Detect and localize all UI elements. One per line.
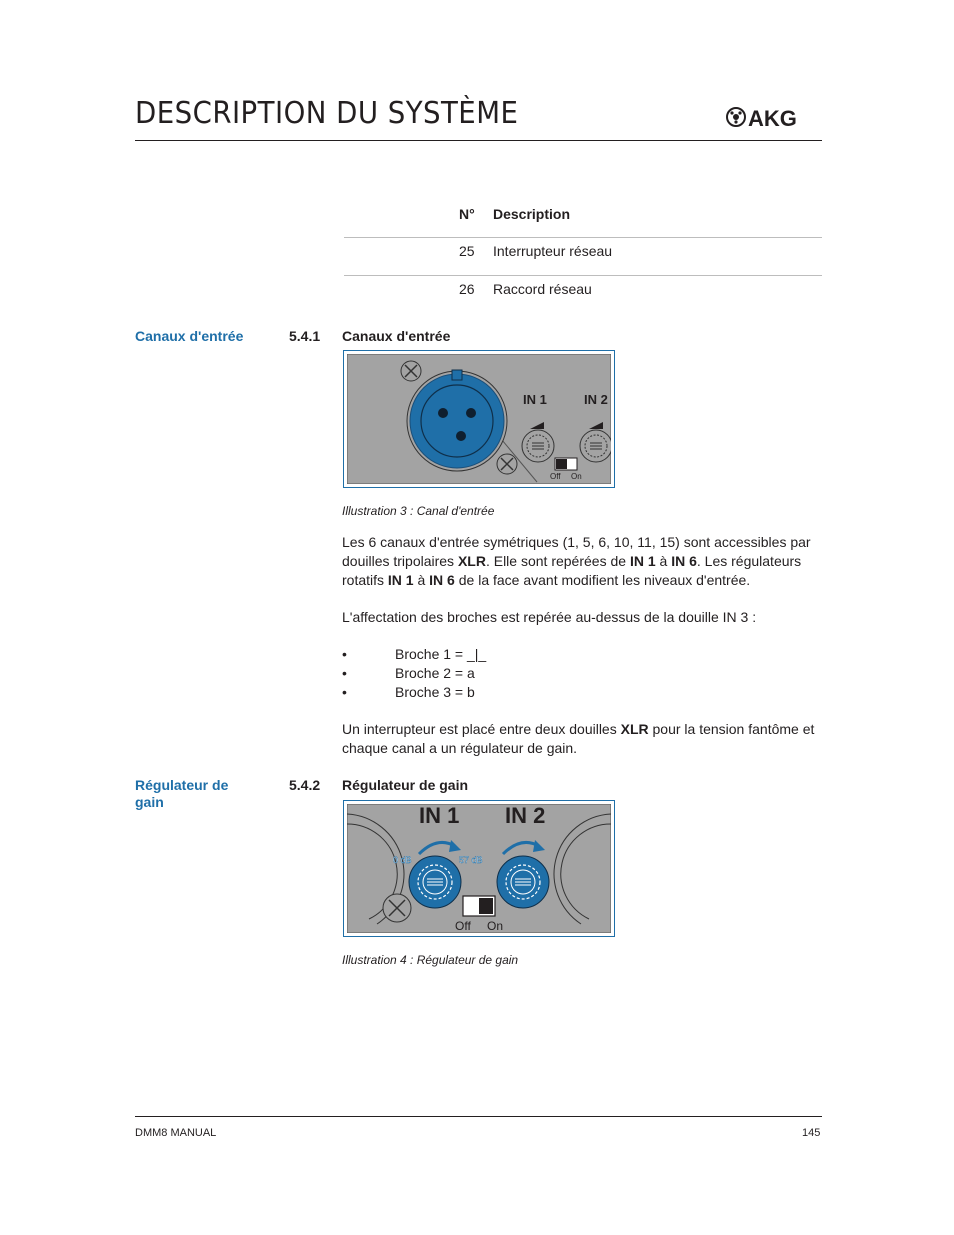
phantom-switch-icon <box>463 896 495 916</box>
list-item: Broche 1 = _|_ <box>395 646 487 662</box>
svg-text:IN 2: IN 2 <box>584 392 608 407</box>
table-row-num: 26 <box>459 281 475 297</box>
table-divider <box>344 275 822 276</box>
bullet-marker: • <box>342 684 347 700</box>
phantom-switch-icon <box>555 458 577 470</box>
gain-knob-icon <box>497 856 549 908</box>
table-row-desc: Raccord réseau <box>493 281 592 297</box>
figure-input-channel <box>343 350 615 488</box>
table-row-num: 25 <box>459 243 475 259</box>
list-item: Broche 2 = a <box>395 665 475 681</box>
figure-caption: Illustration 4 : Régulateur de gain <box>342 953 519 967</box>
svg-text:IN 2: IN 2 <box>505 804 546 828</box>
gain-knob-icon <box>580 430 611 462</box>
gain-knob-icon <box>409 856 461 908</box>
svg-text:IN 1: IN 1 <box>523 392 547 407</box>
side-heading-canaux: Canaux d'entrée <box>135 328 244 344</box>
svg-text:Off: Off <box>455 919 471 933</box>
svg-text:0 dB: 0 dB <box>393 855 412 865</box>
figure-caption: Illustration 3 : Canal d'entrée <box>342 504 495 518</box>
side-heading-gain: Régulateur de gain <box>135 777 229 810</box>
page-number: 145 <box>802 1127 821 1139</box>
table-header-description: Description <box>493 206 571 222</box>
svg-text:IN 1: IN 1 <box>419 804 460 828</box>
section-number: 5.4.1 <box>289 328 321 344</box>
xlr-socket-icon <box>407 370 507 471</box>
section-number: 5.4.2 <box>289 777 321 793</box>
section-title: Canaux d'entrée <box>342 328 451 344</box>
screw-icon <box>401 361 421 381</box>
list-item: Broche 3 = b <box>395 684 475 700</box>
table-row-desc: Interrupteur réseau <box>493 243 613 259</box>
svg-text:57 dB: 57 dB <box>459 855 483 865</box>
figure-gain-control <box>343 800 615 937</box>
section-title: Régulateur de gain <box>342 777 469 793</box>
svg-text:AKG: AKG <box>748 106 797 130</box>
footer-rule <box>135 1116 822 1117</box>
paragraph-channels: Les 6 canaux d'entrée symétriques (1, 5, 6, 10, 11, 15) sont accessibles par douilles tripolaires XLR. Elle sont repérées de IN 1 à IN 6. Les régulateurs rotatifs IN 1 à IN 6 de la face avant modifient les niveaux d'entrée. <box>342 534 811 588</box>
page-title: DESCRIPTION DU SYSTÈME <box>135 96 519 131</box>
akg-logo <box>726 106 824 130</box>
footer-manual-name: DMM8 MANUAL <box>135 1127 217 1139</box>
screw-icon <box>383 894 411 922</box>
screw-icon <box>497 454 517 474</box>
table-header-num: N° <box>459 206 475 222</box>
paragraph-phantom: Un interrupteur est placé entre deux douilles XLR pour la tension fantôme et chaque canal a un régulateur de gain. <box>342 721 815 756</box>
paragraph-pin-assignment: L'affectation des broches est repérée au-dessus de la douille IN 3 : <box>342 609 757 625</box>
table-divider <box>344 237 822 238</box>
svg-text:On: On <box>487 919 504 933</box>
svg-text:On: On <box>571 472 582 481</box>
bullet-marker: • <box>342 646 347 662</box>
bullet-marker: • <box>342 665 347 681</box>
svg-text:Off: Off <box>550 472 561 481</box>
header-rule <box>135 140 822 141</box>
gain-knob-icon <box>522 430 554 462</box>
